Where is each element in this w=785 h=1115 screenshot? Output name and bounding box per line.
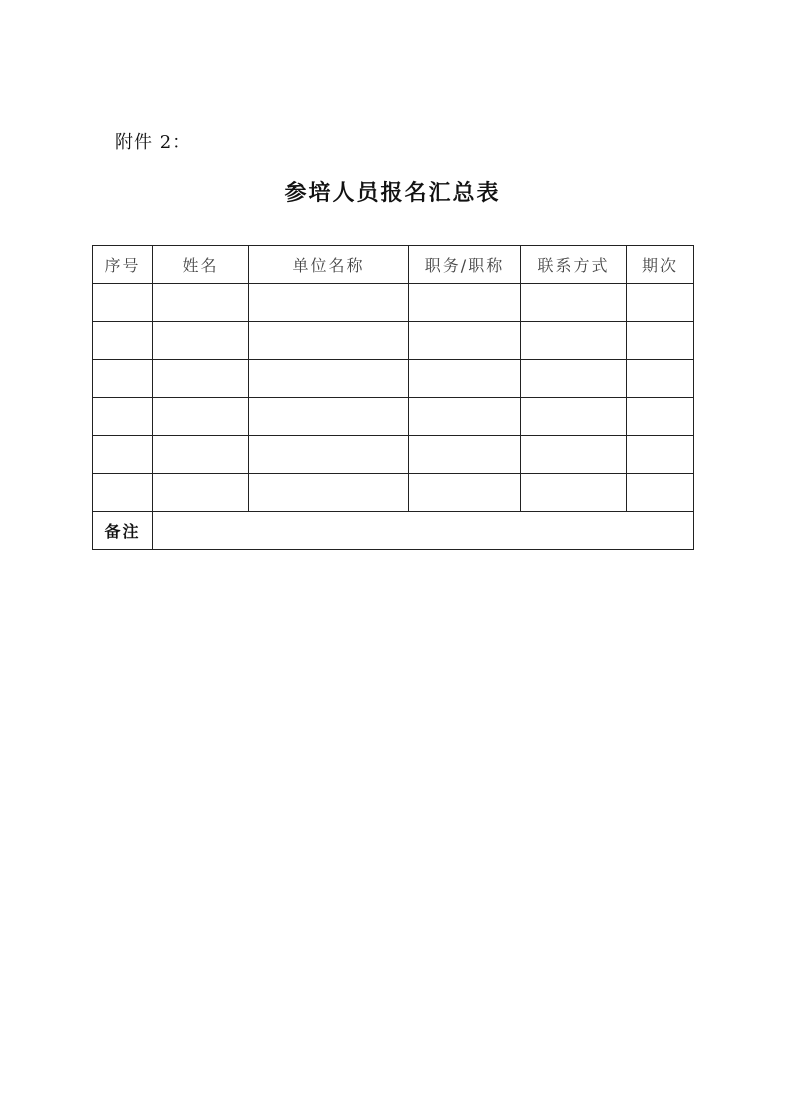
column-header-organization: 单位名称 — [249, 246, 409, 284]
table-cell[interactable] — [153, 436, 249, 474]
table-cell[interactable] — [93, 284, 153, 322]
table-cell[interactable] — [521, 360, 627, 398]
column-header-index: 序号 — [93, 246, 153, 284]
table-cell[interactable] — [627, 398, 694, 436]
table-row — [93, 322, 694, 360]
table-cell[interactable] — [249, 322, 409, 360]
table-cell[interactable] — [521, 284, 627, 322]
column-header-contact: 联系方式 — [521, 246, 627, 284]
table-cell[interactable] — [627, 322, 694, 360]
table-cell[interactable] — [409, 474, 521, 512]
table-cell[interactable] — [409, 284, 521, 322]
table-cell[interactable] — [409, 360, 521, 398]
table-cell[interactable] — [249, 360, 409, 398]
table-cell[interactable] — [521, 398, 627, 436]
registration-table — [92, 245, 694, 550]
table-cell[interactable] — [627, 436, 694, 474]
table-row — [93, 284, 694, 322]
table-cell[interactable] — [521, 436, 627, 474]
table-cell[interactable] — [521, 322, 627, 360]
table-cell[interactable] — [153, 360, 249, 398]
table-cell[interactable] — [93, 360, 153, 398]
table-cell[interactable] — [93, 474, 153, 512]
table-cell[interactable] — [93, 398, 153, 436]
table-cell[interactable] — [153, 398, 249, 436]
table-cell[interactable] — [249, 284, 409, 322]
table-cell[interactable] — [153, 474, 249, 512]
column-header-session: 期次 — [627, 246, 694, 284]
table-row — [93, 474, 694, 512]
table-cell[interactable] — [249, 398, 409, 436]
table-cell[interactable] — [249, 436, 409, 474]
table-cell[interactable] — [627, 474, 694, 512]
table-header-row — [93, 246, 694, 284]
remark-cell[interactable] — [153, 512, 694, 550]
table-cell[interactable] — [249, 474, 409, 512]
table-cell[interactable] — [93, 436, 153, 474]
table-cell[interactable] — [409, 436, 521, 474]
table-cell[interactable] — [153, 322, 249, 360]
table-row — [93, 436, 694, 474]
table-cell[interactable] — [521, 474, 627, 512]
page-title: 参培人员报名汇总表 — [284, 180, 501, 206]
table-cell[interactable] — [409, 398, 521, 436]
table-cell[interactable] — [153, 284, 249, 322]
table-cell[interactable] — [409, 322, 521, 360]
table-cell[interactable] — [627, 284, 694, 322]
column-header-position: 职务/职称 — [409, 246, 521, 284]
table-cell[interactable] — [627, 360, 694, 398]
remark-row — [93, 512, 694, 550]
attachment-label: 附件 2： — [115, 132, 192, 153]
table-row — [93, 398, 694, 436]
table-cell[interactable] — [93, 322, 153, 360]
table-row — [93, 360, 694, 398]
remark-label: 备注 — [93, 512, 153, 550]
column-header-name: 姓名 — [153, 246, 249, 284]
